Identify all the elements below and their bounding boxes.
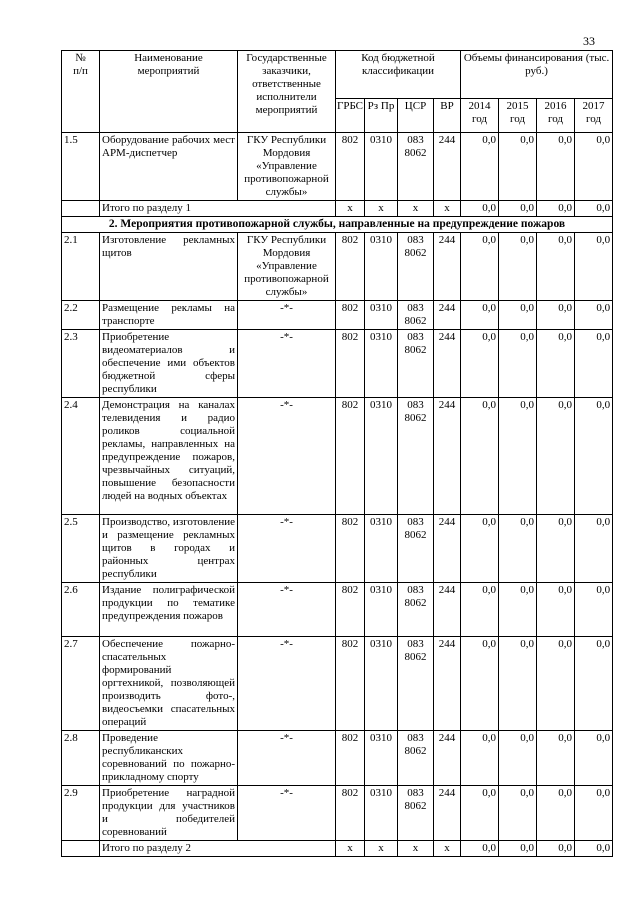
row-num: 2.2 — [62, 301, 100, 330]
row-csr: 083 8062 — [398, 133, 434, 201]
row-value-2016: 0,0 — [537, 637, 575, 731]
total-x: х — [434, 841, 461, 857]
row-name: Оборудование рабочих мест АРМ-диспетчер — [100, 133, 238, 201]
row-num: 2.5 — [62, 515, 100, 583]
header-year-2014: 2014 год — [461, 99, 499, 133]
row-value-2017: 0,0 — [575, 515, 613, 583]
row-name: Размещение рекламы на транспорте — [100, 301, 238, 330]
row-csr: 083 8062 — [398, 637, 434, 731]
table-row — [62, 515, 613, 583]
row-vr: 244 — [434, 731, 461, 786]
row-value-2015: 0,0 — [499, 515, 537, 583]
row-grbs: 802 — [336, 133, 365, 201]
row-value-2015: 0,0 — [499, 398, 537, 515]
row-name: Изготовление рекламных щитов — [100, 233, 238, 301]
row-name: Издание полиграфической продукции по тематике предупреждения пожаров — [100, 583, 238, 637]
table-row — [62, 637, 613, 731]
row-csr: 083 8062 — [398, 301, 434, 330]
row-vr: 244 — [434, 133, 461, 201]
row-value-2015: 0,0 — [499, 301, 537, 330]
row-value-2015: 0,0 — [499, 133, 537, 201]
row-num: 2.4 — [62, 398, 100, 515]
row-name: Приобретение наградной продукции для участников и победителей соревнований — [100, 786, 238, 841]
total-value-2014: 0,0 — [461, 201, 499, 217]
header-csr: ЦСР — [398, 99, 434, 133]
row-value-2014: 0,0 — [461, 637, 499, 731]
total-value-2016: 0,0 — [537, 201, 575, 217]
row-value-2017: 0,0 — [575, 786, 613, 841]
table-row — [62, 583, 613, 637]
row-value-2014: 0,0 — [461, 583, 499, 637]
row-grbs: 802 — [336, 398, 365, 515]
row-name: Производство, изготовление и размещение рекламных щитов в городах и районных центрах республики — [100, 515, 238, 583]
row-csr: 083 8062 — [398, 731, 434, 786]
row-value-2014: 0,0 — [461, 515, 499, 583]
section-row — [62, 217, 613, 233]
row-rzpr: 0310 — [365, 133, 398, 201]
header-vr: ВР — [434, 99, 461, 133]
header-name: Наименование мероприятий — [100, 51, 238, 133]
total-x: х — [434, 201, 461, 217]
row-vr: 244 — [434, 398, 461, 515]
total-x: х — [365, 841, 398, 857]
table-row — [62, 301, 613, 330]
total-label: Итого по разделу 1 — [100, 201, 336, 217]
row-csr: 083 8062 — [398, 515, 434, 583]
row-value-2015: 0,0 — [499, 233, 537, 301]
row-csr: 083 8062 — [398, 233, 434, 301]
row-value-2016: 0,0 — [537, 786, 575, 841]
row-name: Проведение республиканских соревнований по пожарно-прикладному спорту — [100, 731, 238, 786]
row-value-2014: 0,0 — [461, 301, 499, 330]
total-value-2014: 0,0 — [461, 841, 499, 857]
row-csr: 083 8062 — [398, 398, 434, 515]
total-x: х — [365, 201, 398, 217]
row-csr: 083 8062 — [398, 583, 434, 637]
table-row — [62, 330, 613, 398]
row-grbs: 802 — [336, 731, 365, 786]
row-rzpr: 0310 — [365, 398, 398, 515]
row-rzpr: 0310 — [365, 786, 398, 841]
row-value-2017: 0,0 — [575, 133, 613, 201]
row-csr: 083 8062 — [398, 786, 434, 841]
row-value-2017: 0,0 — [575, 330, 613, 398]
row-vr: 244 — [434, 233, 461, 301]
row-customer: -*- — [238, 731, 336, 786]
row-value-2017: 0,0 — [575, 398, 613, 515]
row-value-2015: 0,0 — [499, 786, 537, 841]
table-row — [62, 398, 613, 515]
section-title: 2. Мероприятия противопожарной службы, направленные на предупреждение пожаров — [62, 217, 613, 233]
total-x: х — [398, 841, 434, 857]
row-num: 2.7 — [62, 637, 100, 731]
row-rzpr: 0310 — [365, 583, 398, 637]
row-value-2016: 0,0 — [537, 731, 575, 786]
row-value-2017: 0,0 — [575, 731, 613, 786]
row-value-2017: 0,0 — [575, 583, 613, 637]
row-value-2015: 0,0 — [499, 731, 537, 786]
row-vr: 244 — [434, 583, 461, 637]
total-x: х — [336, 201, 365, 217]
row-value-2017: 0,0 — [575, 301, 613, 330]
header-grbs: ГРБС — [336, 99, 365, 133]
total-label: Итого по разделу 2 — [100, 841, 336, 857]
header-budget-code: Код бюджетной классификации — [336, 51, 461, 99]
funding-table — [61, 50, 613, 857]
row-customer: -*- — [238, 301, 336, 330]
row-value-2014: 0,0 — [461, 731, 499, 786]
row-value-2016: 0,0 — [537, 330, 575, 398]
row-customer: -*- — [238, 786, 336, 841]
table-row — [62, 731, 613, 786]
row-rzpr: 0310 — [365, 301, 398, 330]
row-value-2016: 0,0 — [537, 398, 575, 515]
header-funding: Объемы финансирования (тыс. руб.) — [461, 51, 613, 99]
header-rzpr: Рз Пр — [365, 99, 398, 133]
row-value-2014: 0,0 — [461, 233, 499, 301]
row-value-2016: 0,0 — [537, 133, 575, 201]
row-customer: ГКУ Республики Мордовия «Управление противопожарной службы» — [238, 233, 336, 301]
header-customers: Государственные заказчики, ответственные исполнители мероприятий — [238, 51, 336, 133]
total-x: х — [336, 841, 365, 857]
row-customer: -*- — [238, 515, 336, 583]
row-grbs: 802 — [336, 583, 365, 637]
row-value-2015: 0,0 — [499, 583, 537, 637]
row-rzpr: 0310 — [365, 330, 398, 398]
header-num: № п/п — [62, 51, 100, 133]
row-rzpr: 0310 — [365, 233, 398, 301]
row-num: 2.6 — [62, 583, 100, 637]
row-grbs: 802 — [336, 786, 365, 841]
total-value-2015: 0,0 — [499, 841, 537, 857]
row-num: 2.9 — [62, 786, 100, 841]
total-row — [62, 201, 613, 217]
row-value-2016: 0,0 — [537, 301, 575, 330]
row-value-2015: 0,0 — [499, 330, 537, 398]
row-vr: 244 — [434, 786, 461, 841]
row-value-2014: 0,0 — [461, 786, 499, 841]
row-customer: -*- — [238, 637, 336, 731]
row-value-2014: 0,0 — [461, 330, 499, 398]
row-rzpr: 0310 — [365, 515, 398, 583]
row-name: Обеспечение пожарно-спасательных формирований оргтехникой, позволяющей производить фото-, видеосъемки спасательных операций — [100, 637, 238, 731]
row-vr: 244 — [434, 330, 461, 398]
total-row — [62, 841, 613, 857]
row-csr: 083 8062 — [398, 330, 434, 398]
row-value-2017: 0,0 — [575, 233, 613, 301]
row-num: 2.8 — [62, 731, 100, 786]
header-year-2016: 2016 год — [537, 99, 575, 133]
row-value-2015: 0,0 — [499, 637, 537, 731]
row-num: 2.3 — [62, 330, 100, 398]
total-value-2017: 0,0 — [575, 201, 613, 217]
total-x: х — [398, 201, 434, 217]
row-vr: 244 — [434, 515, 461, 583]
row-value-2016: 0,0 — [537, 515, 575, 583]
row-customer: -*- — [238, 330, 336, 398]
row-value-2014: 0,0 — [461, 133, 499, 201]
row-grbs: 802 — [336, 515, 365, 583]
row-rzpr: 0310 — [365, 731, 398, 786]
row-value-2017: 0,0 — [575, 637, 613, 731]
row-vr: 244 — [434, 301, 461, 330]
row-customer: -*- — [238, 583, 336, 637]
row-grbs: 802 — [336, 637, 365, 731]
row-grbs: 802 — [336, 330, 365, 398]
header-year-2015: 2015 год — [499, 99, 537, 133]
row-grbs: 802 — [336, 301, 365, 330]
total-value-2015: 0,0 — [499, 201, 537, 217]
header-year-2017: 2017 год — [575, 99, 613, 133]
row-customer: ГКУ Республики Мордовия «Управление противопожарной службы» — [238, 133, 336, 201]
table-row — [62, 786, 613, 841]
row-value-2016: 0,0 — [537, 233, 575, 301]
total-value-2016: 0,0 — [537, 841, 575, 857]
row-customer: -*- — [238, 398, 336, 515]
table-row — [62, 233, 613, 301]
page-number: 33 — [583, 34, 595, 48]
table-row — [62, 133, 613, 201]
row-name: Приобретение видеоматериалов и обеспечение ими объектов бюджетной сферы республики — [100, 330, 238, 398]
row-num: 2.1 — [62, 233, 100, 301]
row-rzpr: 0310 — [365, 637, 398, 731]
row-name: Демонстрация на каналах телевидения и радио роликов социальной рекламы, направленных на предупреждение пожаров, чрезвычайных ситуаций, повышение безопасности людей на водных объектах — [100, 398, 238, 515]
total-value-2017: 0,0 — [575, 841, 613, 857]
row-value-2014: 0,0 — [461, 398, 499, 515]
row-value-2016: 0,0 — [537, 583, 575, 637]
row-num: 1.5 — [62, 133, 100, 201]
row-grbs: 802 — [336, 233, 365, 301]
row-vr: 244 — [434, 637, 461, 731]
